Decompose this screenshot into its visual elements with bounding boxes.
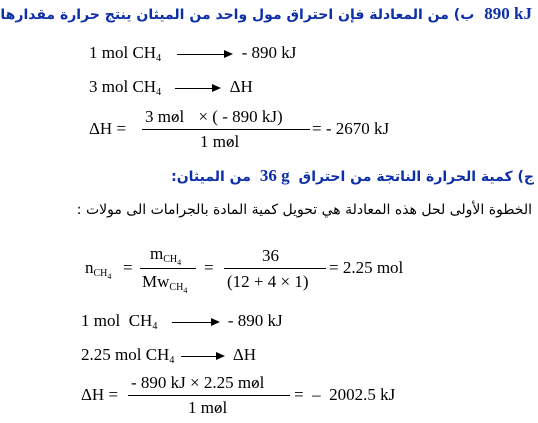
eq-right: - 890 kJ — [227, 311, 283, 330]
eq-right: ΔH — [232, 345, 257, 364]
section-c-heading — [171, 166, 534, 186]
moles-frac2-bar — [224, 268, 326, 269]
eq-left: 2.25 mol $CH_4$ — [81, 345, 175, 366]
eq-left: 1 mol $CH_4$ — [81, 311, 158, 332]
moles-frac2-numerator: 36 — [262, 246, 279, 265]
eq-right: ΔH — [229, 77, 253, 96]
section-c-calc-numerator: - 890 kJ × 2.25 mol — [131, 373, 265, 392]
section-b-heading-text: ب) من المعادلة فإن احتراق مول واحد من الميثان ينتج حرارة مقدارها — [0, 7, 475, 23]
section-b-heading — [0, 4, 532, 24]
section-b-calc-lhs: ΔH = — [89, 119, 127, 138]
section-b-calc-denominator: 1 mol — [200, 132, 240, 151]
section-b-equation-line-1 — [89, 43, 296, 64]
arrow-icon — [172, 318, 220, 326]
eq-left: 1 mol $CH_4$ — [89, 43, 162, 64]
eq-left: 3 mol $CH_4$ — [89, 77, 162, 98]
moles-lhs: $n_{CH_4}$ — [85, 258, 112, 281]
section-b-heading-value: 890 kJ — [484, 4, 532, 23]
section-c-instruction: الخطوة الأولى لحل هذه المعادلة هي تحويل كمية المادة بالجرامات الى مولات : — [76, 202, 532, 218]
section-b-calc-result: = - 2670 kJ — [312, 119, 390, 138]
section-c-equation-line-2 — [81, 345, 256, 366]
section-c-equation-line-1 — [81, 311, 283, 332]
moles-frac1-bar — [140, 268, 196, 269]
moles-eq-2: = — [204, 258, 214, 277]
moles-eq-1: = — [123, 258, 133, 277]
section-c-heading-prefix: ج) كمية الحرارة الناتجة من احتراق — [298, 169, 534, 185]
section-c-calc-lhs: ΔH = — [81, 385, 119, 404]
section-c-heading-value: 36 g — [259, 166, 290, 185]
moles-frac1-numerator: $m_{CH_4}$ — [150, 244, 182, 267]
arrow-icon — [181, 352, 225, 360]
section-c-heading-suffix: من الميثان: — [171, 169, 251, 185]
section-b-fraction-bar — [142, 129, 310, 130]
section-b-calc-numerator: 3 mol × ( - 890 kJ) — [145, 107, 283, 126]
section-c-calc-denominator: 1 mol — [188, 398, 228, 417]
moles-result: = 2.25 mol — [329, 258, 404, 277]
arrow-icon — [175, 84, 221, 92]
eq-right: - 890 kJ — [241, 43, 297, 62]
moles-frac1-denominator: $Mw_{CH_4}$ — [142, 272, 188, 295]
section-c-fraction-bar — [128, 395, 290, 396]
arrow-icon — [177, 50, 233, 58]
section-b-equation-line-2 — [89, 77, 253, 98]
section-c-calc-result: = – 2002.5 kJ — [294, 385, 396, 404]
moles-frac2-denominator: (12 + 4 × 1) — [227, 272, 309, 291]
